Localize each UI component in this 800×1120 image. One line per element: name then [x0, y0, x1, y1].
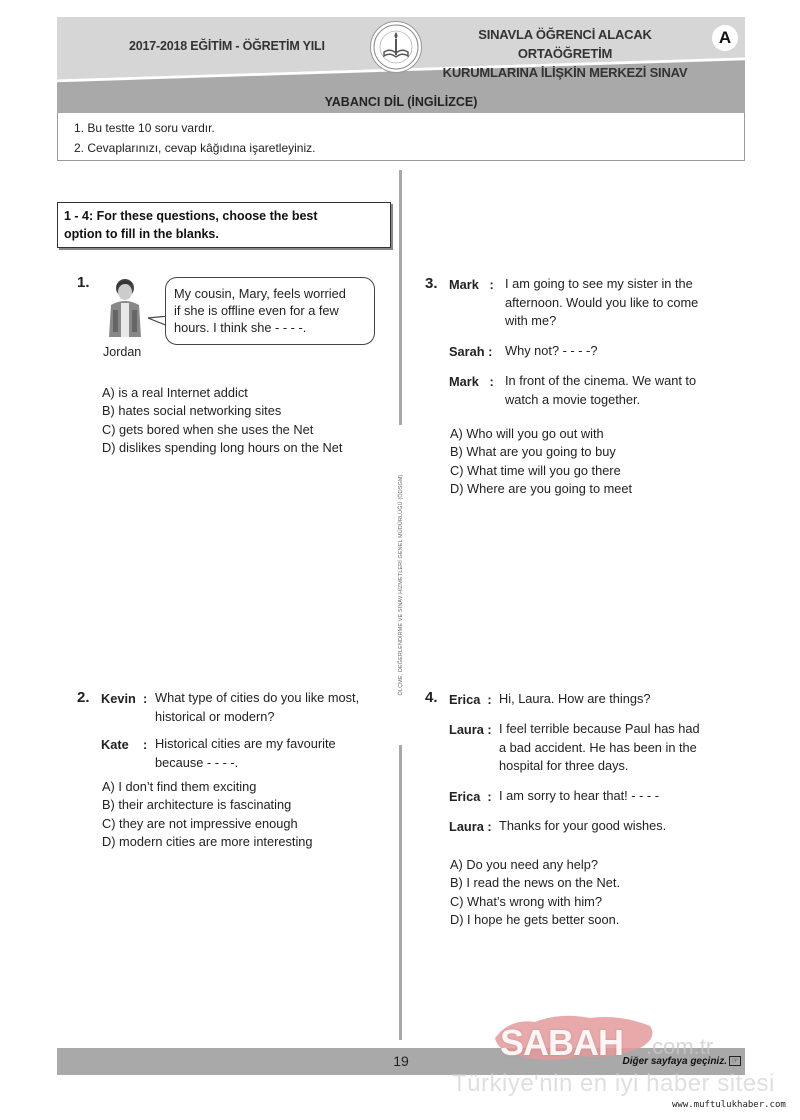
speaker-label: Erica :: [449, 692, 492, 707]
instructions-box: [57, 113, 745, 161]
exam-title: [435, 25, 695, 82]
dialogue-text: hospital for three days.: [499, 758, 629, 773]
dialogue-text: with me?: [505, 313, 557, 328]
option-a[interactable]: A) is a real Internet addict: [102, 385, 248, 400]
instruction-item: 1. Bu testte 10 soru vardır.: [74, 121, 215, 135]
exam-header: [57, 17, 745, 113]
dialogue-text: In front of the cinema. We want to: [505, 373, 697, 388]
speaker-label: Laura :: [449, 819, 492, 834]
speaker-label: Laura :: [449, 722, 492, 737]
watermark-domain: .com.tr: [646, 1034, 714, 1059]
meb-seal-icon: [370, 21, 422, 73]
ödsgm-label: ÖLÇME, DEĞERLENDİRME VE SINAV HİZMETLERİ GENEL MÜDÜRLÜĞÜ (ÖDSGM): [398, 474, 404, 696]
booklet-type-badge: A: [712, 25, 738, 51]
dialogue-text: Thanks for your good wishes.: [499, 818, 667, 833]
dialogue-text: I feel terrible because Paul has had: [499, 721, 700, 736]
answer-options: [102, 384, 342, 457]
section-heading-line1: 1 - 4: For these questions, choose the best: [64, 209, 318, 223]
dialogue-text: What type of cities do you like most,: [155, 690, 360, 705]
option-d[interactable]: D) dislikes spending long hours on the Net: [102, 439, 343, 455]
exam-title-line1: SINAVLA ÖĞRENCİ ALACAK ORTAÖĞRETİM: [478, 27, 652, 61]
dialogue-line: [499, 817, 666, 836]
option-b[interactable]: B) hates social networking sites: [102, 403, 282, 419]
source-url: www.muftulukhaber.com: [672, 1100, 786, 1110]
option-b[interactable]: B) I read the news on the Net.: [450, 875, 621, 891]
speaker-label: Mark :: [449, 277, 494, 292]
option-c[interactable]: C) What time will you go there: [450, 462, 621, 478]
speaker-label: Kate :: [101, 737, 148, 752]
bubble-line: if she is offline even for a few: [174, 303, 339, 318]
answer-options: [450, 856, 620, 929]
answer-options: [102, 778, 313, 851]
bubble-line: hours. I think she - - - -.: [174, 320, 307, 335]
speech-bubble: [165, 277, 375, 345]
question-number: 1.: [77, 274, 90, 291]
dialogue-text: Hi, Laura. How are things?: [499, 691, 651, 706]
dialogue-line: [505, 372, 696, 409]
option-a[interactable]: A) Who will you go out with: [450, 426, 604, 441]
dialogue-line: [155, 689, 359, 726]
dialogue-text: I am going to see my sister in the: [505, 276, 693, 291]
next-page-hint: Diğer sayfaya geçiniz.: [622, 1056, 727, 1067]
instruction-item: 2. Cevaplarınızı, cevap kâğıdına işaretleyiniz.: [74, 141, 316, 155]
question-number: 2.: [77, 689, 90, 706]
question-number: 4.: [425, 689, 438, 706]
student-avatar-icon: [103, 277, 147, 343]
dialogue-text: because - - - -.: [155, 754, 239, 770]
speaker-label: Erica :: [449, 789, 492, 804]
dialogue-text: I am sorry to hear that! - - - -: [499, 788, 659, 803]
academic-year: 2017-2018 EĞİTİM - ÖĞRETİM YILI: [129, 39, 325, 53]
dialogue-text: historical or modern?: [155, 708, 275, 724]
watermark-tagline: Türkiye'nin en iyi haber sitesi: [452, 1070, 775, 1097]
exam-title-line2: KURUMLARINA İLİŞKİN MERKEZİ SINAV: [442, 65, 688, 80]
speaker-label: Mark :: [449, 374, 494, 389]
answer-options: [450, 425, 632, 498]
dialogue-text: afternoon. Would you like to come: [505, 294, 699, 310]
dialogue-text: Historical cities are my favourite: [155, 736, 336, 751]
dialogue-line: [505, 275, 698, 331]
option-b[interactable]: B) their architecture is fascinating: [102, 797, 292, 813]
dialogue-text: Why not? - - - -?: [505, 343, 598, 358]
dialogue-text: watch a movie together.: [505, 391, 641, 407]
speaker-label: Kevin :: [101, 691, 148, 706]
option-a[interactable]: A) Do you need any help?: [450, 857, 598, 872]
dialogue-line: [499, 720, 700, 776]
dialogue-text: a bad accident. He has been in the: [499, 739, 697, 755]
option-d[interactable]: D) Where are you going to meet: [450, 480, 633, 496]
character-name: Jordan: [103, 345, 142, 359]
watermark-brand: SABAH: [500, 1022, 624, 1063]
bubble-line: My cousin, Mary, feels worried: [174, 286, 346, 301]
option-c[interactable]: C) they are not impressive enough: [102, 815, 298, 831]
dialogue-line: [505, 342, 597, 361]
subject-title: YABANCI DİL (İNGİLİZCE): [324, 95, 478, 109]
option-a[interactable]: A) I don’t find them exciting: [102, 779, 257, 794]
option-c[interactable]: C) gets bored when she uses the Net: [102, 421, 314, 437]
option-d[interactable]: D) modern cities are more interesting: [102, 833, 313, 849]
option-b[interactable]: B) What are you going to buy: [450, 444, 616, 460]
hand-pointer-icon: ☞: [729, 1056, 741, 1066]
question-number: 3.: [425, 275, 438, 292]
option-c[interactable]: C) What’s wrong with him?: [450, 893, 602, 909]
dialogue-line: [499, 787, 659, 806]
speaker-label: Sarah :: [449, 344, 493, 359]
dialogue-line: [155, 735, 336, 772]
option-d[interactable]: D) I hope he gets better soon.: [450, 911, 620, 927]
page-number: 19: [393, 1053, 409, 1069]
vertical-label: [393, 425, 409, 745]
section-heading-box: [57, 202, 391, 248]
dialogue-line: [499, 690, 651, 709]
section-heading-line2: option to fill in the blanks.: [64, 227, 219, 241]
